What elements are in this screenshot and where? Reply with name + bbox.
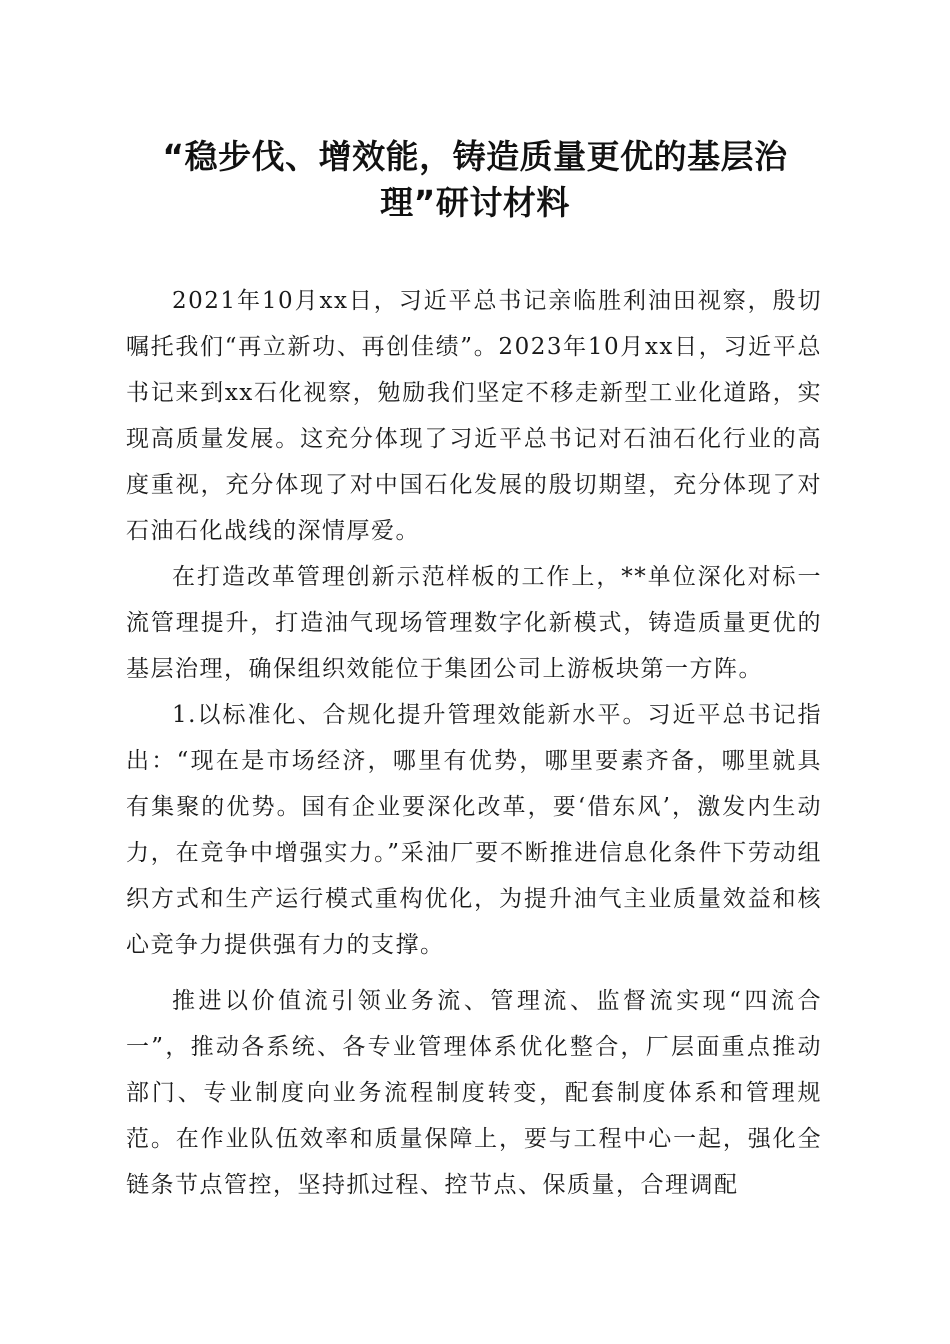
document-body — [126, 278, 822, 1208]
paragraph-3: 1.以标准化、合规化提升管理效能新水平。习近平总书记指出：“现在是市场经济，哪里有优势，哪里要素齐备，哪里就具有集聚的优势。国有企业要深化改革，要‘借东风’，激发内生动力，在竞争中增强实力。”采油厂要不断推进信息化条件下劳动组织方式和生产运行模式重构优化，为提升油气主业质量效益和核心竞争力提供强有力的支撑。 — [126, 702, 822, 958]
paragraph-2: 在打造改革管理创新示范样板的工作上，**单位深化对标一流管理提升，打造油气现场管理数字化新模式，铸造质量更优的基层治理，确保组织效能位于集团公司上游板块第一方阵。 — [126, 564, 822, 682]
paragraph-4: 推进以价值流引领业务流、管理流、监督流实现“四流合一”，推动各系统、各专业管理体系优化整合，厂层面重点推动部门、专业制度向业务流程制度转变，配套制度体系和管理规范。在作业队伍效率和质量保障上，要与工程中心一起，强化全链条节点管控，坚持抓过程、控节点、保质量，合理调配 — [126, 988, 822, 1198]
paragraph-1: 2021年10月xx日，习近平总书记亲临胜利油田视察，殷切嘱托我们“再立新功、再创佳绩”。2023年10月xx日，习近平总书记来到xx石化视察，勉励我们坚定不移走新型工业化道路，实现高质量发展。这充分体现了习近平总书记对石油石化行业的高度重视，充分体现了对中国石化发展的殷切期望，充分体现了对石油石化战线的深情厚爱。 — [126, 288, 822, 544]
document-title: “稳步伐、增效能，铸造质量更优的基层治理”研讨材料 — [162, 137, 788, 222]
